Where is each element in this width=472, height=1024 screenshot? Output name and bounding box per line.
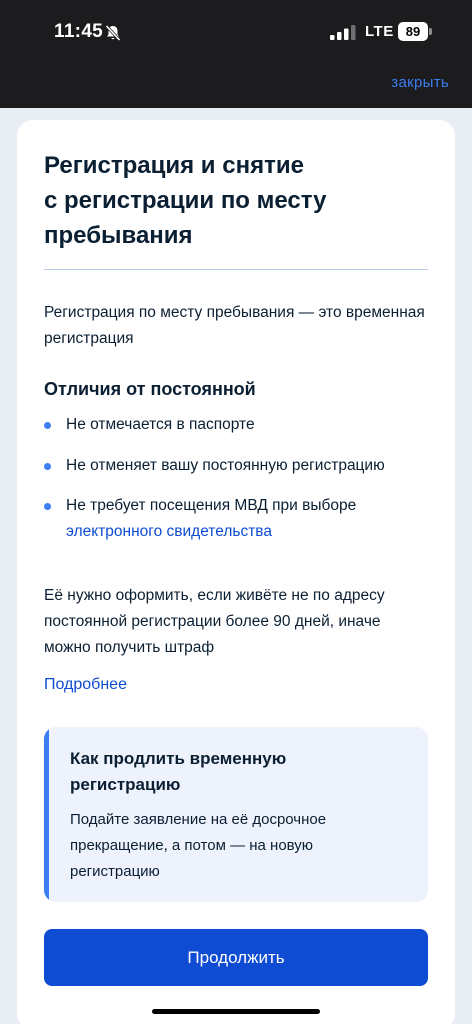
- status-time: 11:45: [54, 21, 104, 42]
- section-title: Отличия от постоянной: [44, 379, 256, 399]
- info-title: Как продлить временную регистрацию: [70, 749, 287, 794]
- status-bar: [0, 0, 472, 66]
- info-box: [44, 727, 428, 902]
- list-item-text: Не требует посещения МВД при выборе: [66, 497, 357, 514]
- more-link[interactable]: Подробнее: [44, 676, 127, 693]
- page-title: [44, 148, 404, 253]
- title-line: с регистрации по месту: [44, 187, 327, 214]
- content-card: [17, 120, 455, 1024]
- list-item: [44, 453, 428, 479]
- bullet-dot: [44, 422, 51, 429]
- divider: [44, 269, 428, 270]
- title-line: пребывания: [44, 222, 193, 249]
- list-item-text: Не отмечается в паспорте: [66, 416, 255, 433]
- bullet-dot: [44, 503, 51, 510]
- continue-button[interactable]: Продолжить: [44, 929, 428, 986]
- bell-muted-icon: [104, 24, 122, 42]
- info-text: Подайте заявление на её досрочное прекращение, а потом — на новую регистрацию: [70, 811, 327, 880]
- bullet-dot: [44, 463, 51, 470]
- title-line: Регистрация и снятие: [44, 152, 304, 179]
- info-accent-bar: [44, 727, 49, 902]
- body-text: Её нужно оформить, если живёте не по адресу постоянной регистрации более 90 дней, иначе можно получить штраф: [44, 587, 385, 656]
- list-item-text: Не отменяет вашу постоянную регистрацию: [66, 457, 385, 474]
- home-indicator[interactable]: [152, 1009, 320, 1014]
- top-bar: [0, 66, 472, 108]
- network-label: LTE: [365, 23, 394, 40]
- battery-icon: [398, 22, 432, 41]
- list-item: [44, 412, 428, 438]
- sheet-background: [0, 108, 472, 1024]
- differences-list: [44, 412, 428, 545]
- close-link[interactable]: закрыть: [391, 74, 449, 91]
- list-item: [44, 493, 428, 545]
- electronic-certificate-link[interactable]: электронного свидетельства: [66, 523, 272, 540]
- battery-level: 89: [398, 22, 428, 41]
- cellular-signal-icon: [330, 24, 356, 40]
- intro-text: Регистрация по месту пребывания — это временная регистрация: [44, 304, 425, 347]
